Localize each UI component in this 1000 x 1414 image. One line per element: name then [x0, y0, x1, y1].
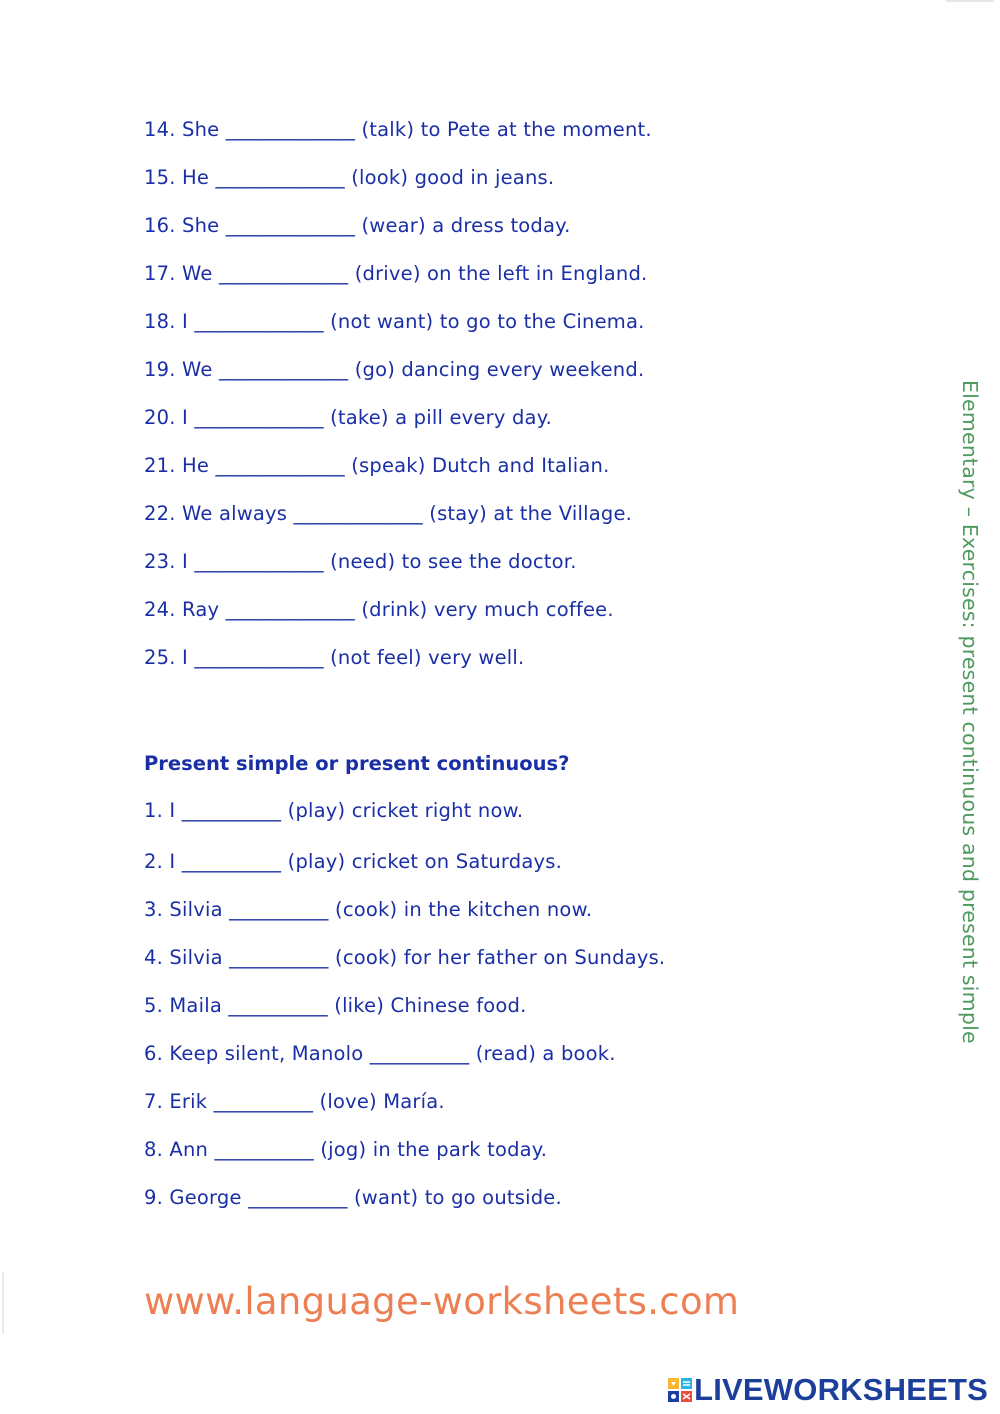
exercise-item-25: 25. I _____________ (not feel) very well. — [144, 646, 525, 669]
liveworksheets-logo-icon — [668, 1378, 692, 1402]
exercise-item-3: 3. Silvia __________ (cook) in the kitchen now. — [144, 898, 593, 921]
exercise-item-16: 16. She _____________ (wear) a dress today. — [144, 214, 571, 237]
brand-name: LIVEWORKSHEETS — [694, 1372, 988, 1407]
top-edge-mark — [946, 0, 994, 2]
website-url[interactable]: www.language-worksheets.com — [144, 1280, 740, 1323]
exercise-item-20: 20. I _____________ (take) a pill every day. — [144, 406, 553, 429]
exercise-item-15: 15. He _____________ (look) good in jeans. — [144, 166, 555, 189]
section-heading: Present simple or present continuous? — [144, 752, 570, 775]
exercise-item-8: 8. Ann __________ (jog) in the park today. — [144, 1138, 548, 1161]
exercise-item-9: 9. George __________ (want) to go outside. — [144, 1186, 562, 1209]
exercise-item-19: 19. We _____________ (go) dancing every weekend. — [144, 358, 645, 381]
exercise-item-21: 21. He _____________ (speak) Dutch and Italian. — [144, 454, 610, 477]
exercise-item-6: 6. Keep silent, Manolo __________ (read) a book. — [144, 1042, 616, 1065]
exercise-item-24: 24. Ray _____________ (drink) very much coffee. — [144, 598, 614, 621]
exercise-item-14: 14. She _____________ (talk) to Pete at the moment. — [144, 118, 652, 141]
exercise-item-4: 4. Silvia __________ (cook) for her father on Sundays. — [144, 946, 666, 969]
exercise-item-17: 17. We _____________ (drive) on the left in England. — [144, 262, 648, 285]
side-title: Elementary – Exercises: present continuous and present simple — [958, 380, 982, 1044]
left-edge-mark — [2, 1272, 4, 1334]
exercise-item-5: 5. Maila __________ (like) Chinese food. — [144, 994, 527, 1017]
liveworksheets-brand[interactable] — [668, 1372, 988, 1408]
exercise-item-7: 7. Erik __________ (love) María. — [144, 1090, 445, 1113]
exercise-item-2: 2. I __________ (play) cricket on Saturdays. — [144, 850, 562, 873]
exercise-item-18: 18. I _____________ (not want) to go to the Cinema. — [144, 310, 645, 333]
exercise-item-1: 1. I __________ (play) cricket right now. — [144, 799, 524, 822]
exercise-item-23: 23. I _____________ (need) to see the doctor. — [144, 550, 577, 573]
exercise-item-22: 22. We always _____________ (stay) at the Village. — [144, 502, 633, 525]
